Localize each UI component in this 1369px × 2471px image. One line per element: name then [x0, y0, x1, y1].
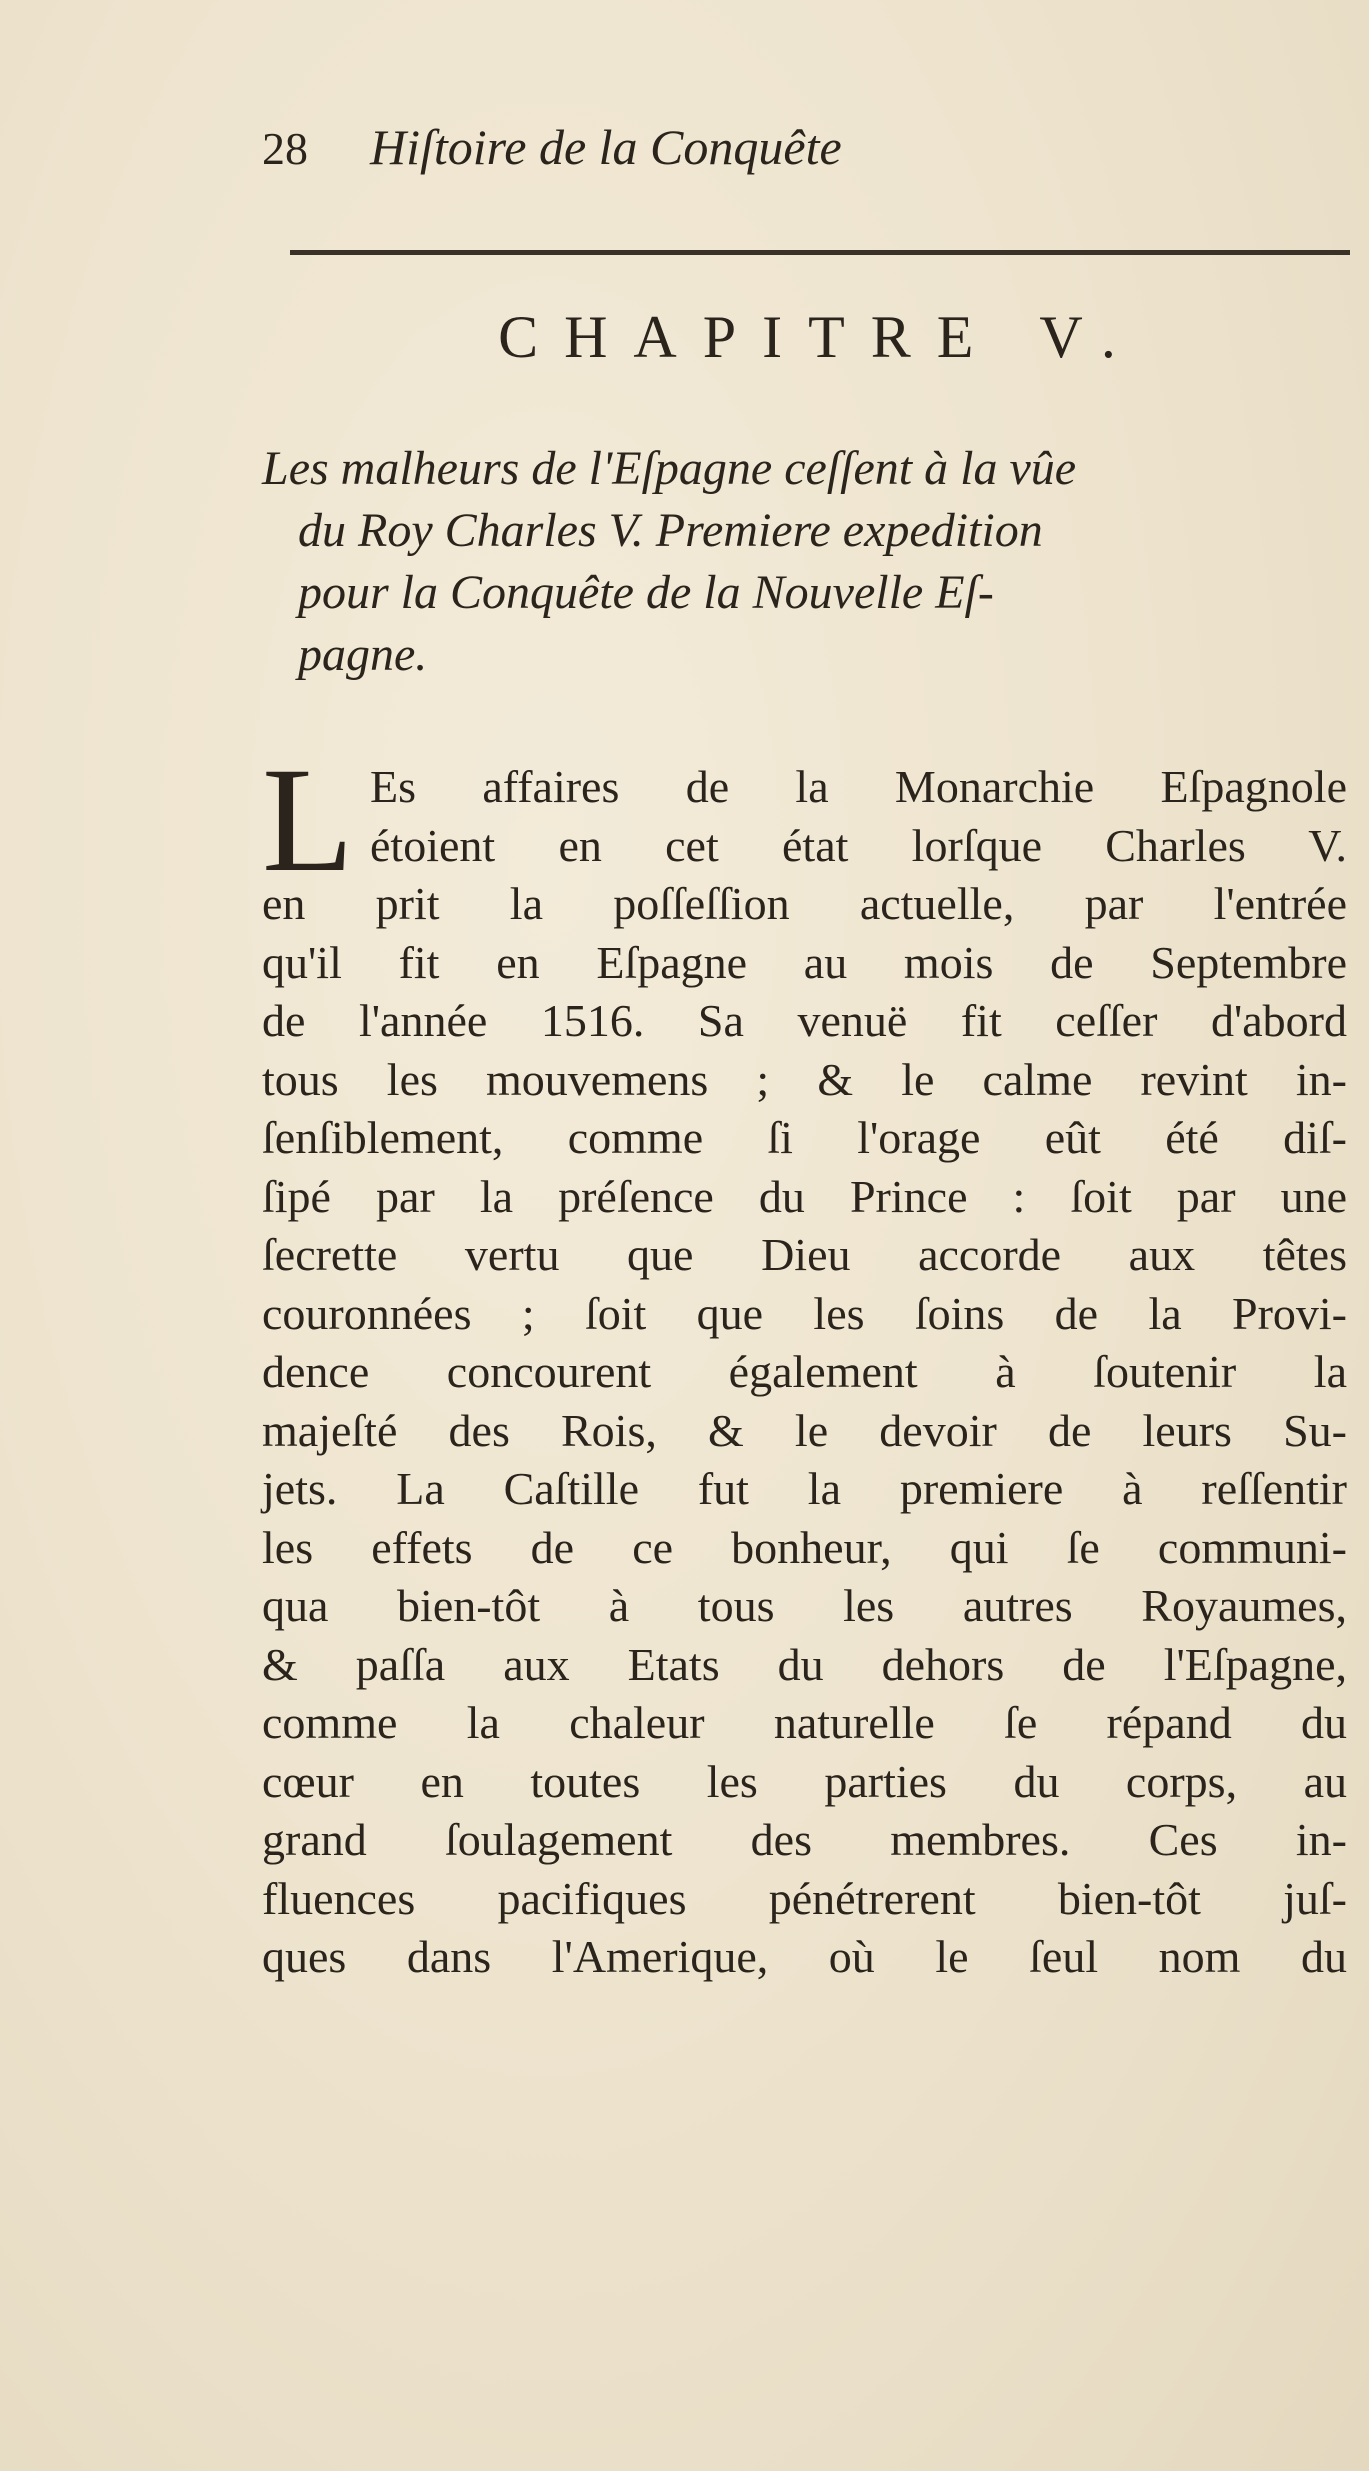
text-line: les effets de ce bonheur, qui ſe communi-	[262, 1521, 1347, 1573]
text-line: fluences pacifiques pénétrerent bien-tôt juſ-	[262, 1872, 1347, 1924]
running-head	[262, 118, 1122, 176]
text-line: & paſſa aux Etats du dehors de l'Eſpagne,	[262, 1638, 1347, 1690]
text-line: qu'il fit en Eſpagne au mois de Septembre	[262, 936, 1347, 988]
text-line: ſenſiblement, comme ſi l'orage eût été diſ-	[262, 1112, 1347, 1163]
text-line: ſipé par la préſence du Prince : ſoit par une	[262, 1170, 1347, 1222]
text-line: comme la chaleur naturelle ſe répand du	[262, 1697, 1347, 1748]
chapter-heading: CHAPITRE V.	[498, 304, 1142, 370]
summary-line: du Roy Charles V. Premiere expedition	[298, 504, 1043, 557]
summary-line: Les malheurs de l'Eſpagne ceſſent à la vûe	[262, 442, 1077, 495]
text-line: couronnées ; ſoit que les ſoins de la Provi-	[262, 1287, 1347, 1339]
text-line: étoient en cet état lorſque Charles V.	[370, 819, 1347, 871]
text-line: majeſté des Rois, & le devoir de leurs Su-	[262, 1404, 1347, 1456]
text-line: cœur en toutes les parties du corps, au	[262, 1755, 1347, 1807]
text-line: Es affaires de la Monarchie Eſpagnole	[370, 761, 1347, 812]
running-title: Hiſtoire de la Conquête	[370, 119, 842, 175]
page-number: 28	[262, 123, 308, 174]
header-rule	[290, 250, 1350, 255]
text-line: ques dans l'Amerique, où le ſeul nom du	[262, 1931, 1347, 1982]
drop-cap: L	[262, 737, 354, 903]
text-line: jets. La Caſtille fut la premiere à reſſentir	[262, 1463, 1347, 1514]
text-line: qua bien-tôt à tous les autres Royaumes,	[262, 1580, 1347, 1631]
body-text	[262, 737, 1347, 1987]
summary-line: pagne.	[298, 628, 428, 681]
text-line: en prit la poſſeſſion actuelle, par l'entrée	[262, 878, 1347, 929]
text-line: grand ſoulagement des membres. Ces in-	[262, 1814, 1347, 1865]
text-line: tous les mouvemens ; & le calme revint in-	[262, 1053, 1347, 1105]
text-line: dence concourent également à ſoutenir la	[262, 1346, 1347, 1397]
chapter-summary	[262, 438, 1342, 686]
summary-line: pour la Conquête de la Nouvelle Eſ-	[298, 566, 994, 619]
text-line: ſecrette vertu que Dieu accorde aux têtes	[262, 1229, 1347, 1280]
text-line: de l'année 1516. Sa venuë fit ceſſer d'abord	[262, 995, 1347, 1046]
